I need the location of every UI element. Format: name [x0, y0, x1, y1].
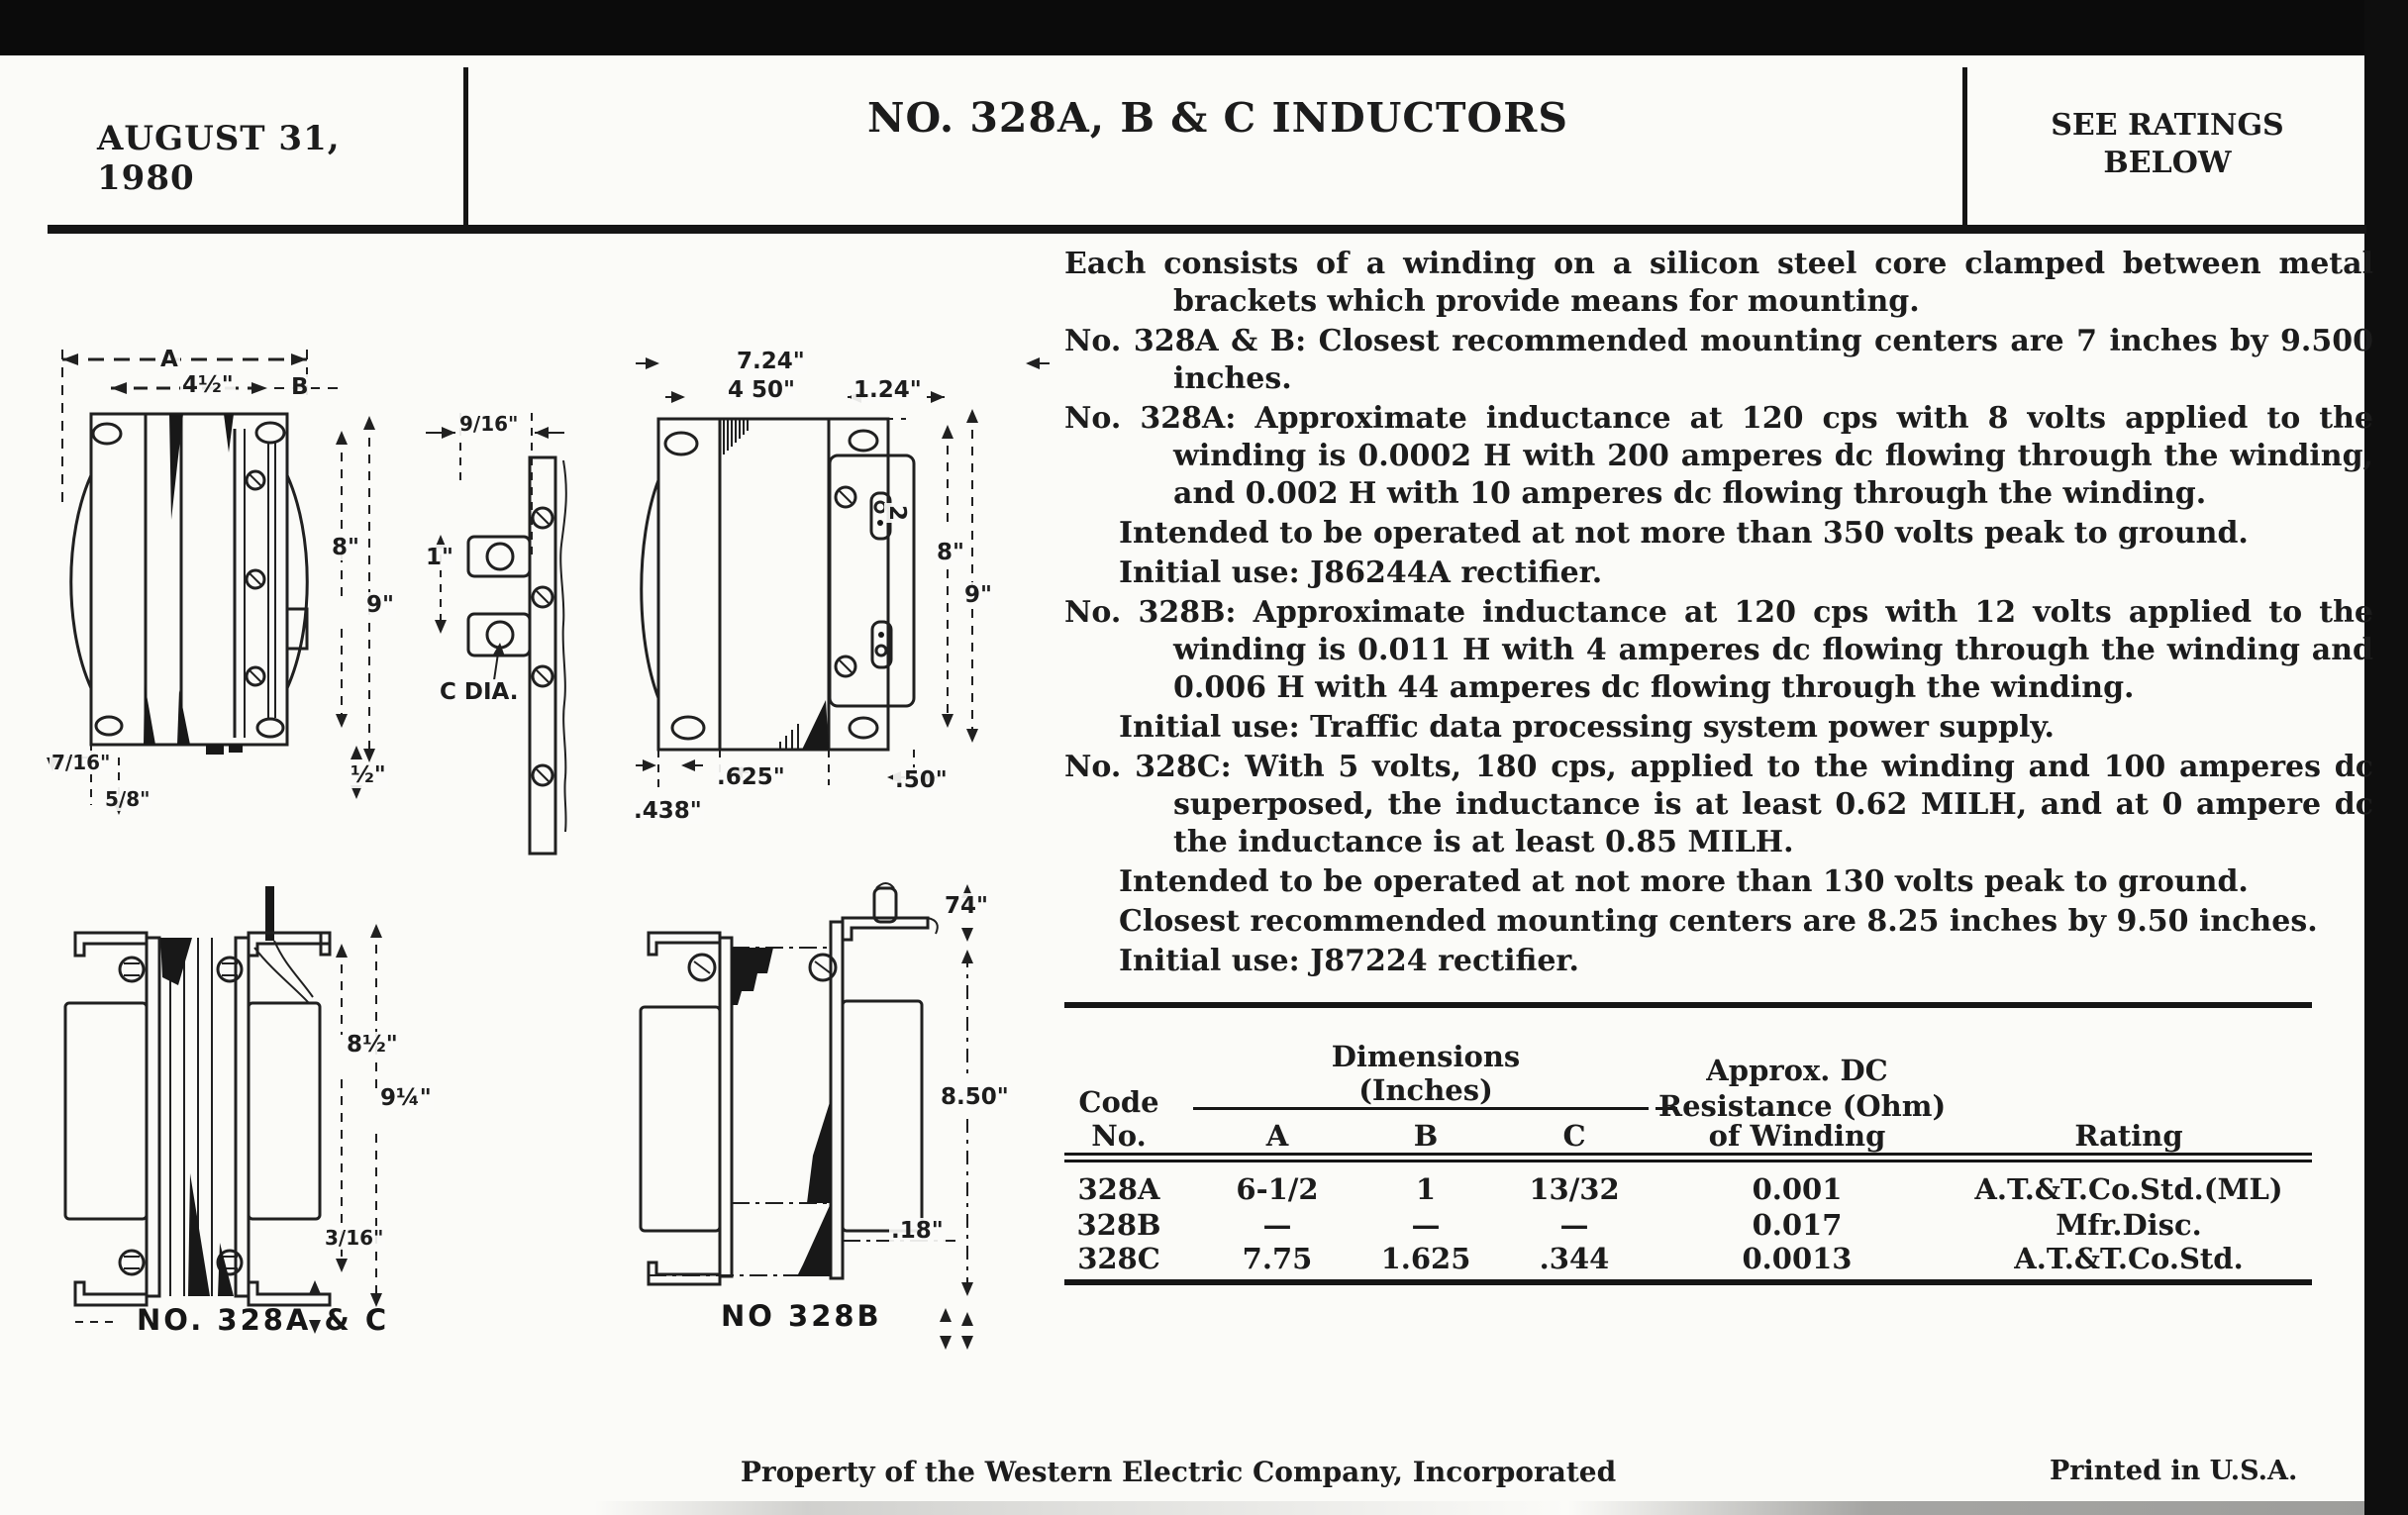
paragraph: No. 328B: Approximate inductance at 120 cps with 12 volts applied to the winding is 0.011 H with 4 amperes dc flowing through the winding and 0.006 H with 44 amperes dc flowing through the winding.	[1064, 595, 2373, 705]
dim-label-18: .18"	[891, 1218, 944, 1244]
table-rule-bottom	[1064, 1279, 2312, 1285]
cell-a: 7.75	[1242, 1242, 1313, 1275]
paragraph: Intended to be operated at not more than 130 volts peak to ground.	[1119, 864, 2249, 899]
scan-smudge-bottom	[594, 1501, 2364, 1515]
dim-label-50: .50"	[895, 767, 948, 793]
dim-label-8half: 8½"	[347, 1032, 398, 1058]
table-header-no: No.	[1091, 1119, 1147, 1153]
paragraph: No. 328C: With 5 volts, 180 cps, applied to the winding and 100 amperes dc superposed, the inductance is at least 0.62 MILH, and at 0 ampere dc the inductance is at least 0.85 MILH.	[1064, 750, 2373, 859]
dim-label-8in-right: 8"	[937, 540, 964, 565]
dimension-lines	[636, 357, 1050, 403]
cell-rating: Mfr.Disc.	[2056, 1208, 2202, 1242]
table-header-of-winding: of Winding	[1708, 1119, 1886, 1153]
footer-printed-note: Printed in U.S.A.	[2050, 1456, 2298, 1486]
dim-label-625: .625"	[717, 764, 785, 790]
header-rule	[48, 225, 2366, 234]
cell-resistance: 0.001	[1752, 1172, 1843, 1206]
terminal-strip	[426, 413, 566, 854]
cell-code: 328C	[1077, 1242, 1160, 1275]
paragraph: Initial use: J87224 rectifier.	[1119, 944, 1579, 978]
diagram-caption-328b: NO 328B	[721, 1299, 882, 1333]
cell-code: 328B	[1076, 1208, 1161, 1242]
dim-label-a: A	[160, 347, 178, 372]
dim-label-450: 4 50"	[728, 377, 796, 403]
drawing-328ac-top-view	[45, 342, 401, 906]
dim-label-124: 1.24"	[853, 377, 922, 403]
paragraph: Initial use: Traffic data processing system power supply.	[1119, 710, 2055, 745]
bracket-assembly	[65, 886, 330, 1305]
dim-label-9quarter: 9¼"	[380, 1085, 432, 1111]
dim-label-716: 7/16"	[51, 751, 111, 774]
description-column	[1064, 246, 2373, 982]
ratings-note-line2: BELOW	[2103, 146, 2232, 180]
ratings-note-line1: SEE RATINGS	[2051, 108, 2284, 143]
document-date: AUGUST 31, 1980	[97, 119, 341, 198]
table-header-c: C	[1562, 1119, 1586, 1153]
cell-b: 1.625	[1380, 1242, 1471, 1275]
dim-label-58: 5/8"	[105, 787, 150, 811]
page-title: NO. 328A, B & C INDUCTORS	[867, 94, 1568, 142]
side-dimension-guides	[636, 409, 978, 792]
table-rule-top	[1064, 1002, 2312, 1008]
cell-resistance: 0.017	[1752, 1208, 1843, 1242]
dim-label-724: 7.24"	[737, 349, 805, 374]
cell-c: —	[1559, 1208, 1589, 1242]
table-header-resistance: Resistance (Ohm)	[1658, 1089, 1947, 1123]
footer-property-note: Property of the Western Electric Company, Incorporated	[740, 1456, 1617, 1488]
cell-a: —	[1262, 1208, 1292, 1242]
header-divider-left	[463, 67, 468, 226]
table-header-inches: (Inches)	[1358, 1073, 1493, 1107]
ratings-note	[1980, 107, 2355, 182]
drawing-terminal-strip-detail	[421, 391, 589, 901]
table-double-rule-1	[1064, 1153, 2312, 1156]
dim-label-850: 8.50"	[941, 1084, 1009, 1110]
table-header-b: B	[1413, 1119, 1439, 1153]
dim-label-4half: 4½"	[182, 372, 234, 398]
diagram-caption-328ac: NO. 328A & C	[137, 1303, 390, 1337]
table-header-dimensions: Dimensions	[1331, 1040, 1521, 1073]
cell-c: 13/32	[1529, 1172, 1620, 1206]
cell-c: .344	[1539, 1242, 1610, 1275]
cell-b: —	[1411, 1208, 1441, 1242]
inductor-body	[642, 419, 914, 750]
ratings-table	[1064, 1002, 2312, 1299]
table-header-code: Code	[1078, 1085, 1159, 1119]
paragraph: Each consists of a winding on a silicon steel core clamped between metal brackets which provide means for mounting.	[1064, 247, 2373, 319]
dim-label-b: B	[291, 374, 309, 400]
header-divider-right	[1962, 67, 1967, 226]
dim-label-9in-left: 9"	[366, 592, 394, 618]
paragraph: No. 328A & B: Closest recommended mounting centers are 7 inches by 9.500 inches.	[1064, 324, 2373, 396]
dim-label-74: 74"	[945, 893, 988, 919]
table-header-rating: Rating	[2074, 1119, 2183, 1153]
table-double-rule-2	[1064, 1160, 2312, 1162]
table-dims-underline	[1193, 1107, 1649, 1110]
paragraph: Initial use: J86244A rectifier.	[1119, 556, 1603, 590]
drawing-328b-side-view	[629, 876, 1094, 1352]
cell-a: 6-1/2	[1236, 1172, 1319, 1206]
dim-label-1in: 1"	[426, 545, 453, 570]
scan-edge-top	[0, 0, 2408, 55]
side-dimension-guides	[940, 884, 973, 1350]
dim-label-half: ½"	[351, 762, 386, 788]
inductor-body	[71, 414, 308, 755]
cell-resistance: 0.0013	[1742, 1242, 1853, 1275]
table-header-a: A	[1265, 1119, 1289, 1153]
cell-code: 328A	[1077, 1172, 1160, 1206]
cell-rating: A.T.&T.Co.Std.(ML)	[1974, 1172, 2283, 1206]
dim-label-9in-right: 9"	[964, 582, 992, 608]
dim-label-438: .438"	[634, 798, 702, 824]
side-dimension-guides	[75, 924, 382, 1334]
dim-label-8in-left: 8"	[332, 535, 359, 560]
dim-label-terminal-2: 2	[884, 504, 911, 522]
dim-label-316: 3/16"	[325, 1226, 384, 1250]
drawing-328ac-side-view	[50, 886, 426, 1352]
dim-label-916: 9/16"	[459, 412, 519, 436]
paragraph: Intended to be operated at not more than 350 volts peak to ground.	[1119, 516, 2249, 551]
dim-label-c-dia: C DIA.	[440, 679, 519, 705]
table-header-approx-dc: Approx. DC	[1706, 1054, 1888, 1087]
cell-rating: A.T.&T.Co.Std.	[2014, 1242, 2244, 1275]
cell-b: 1	[1415, 1172, 1437, 1206]
paragraph: Closest recommended mounting centers are 8.25 inches by 9.50 inches.	[1119, 904, 2318, 939]
paragraph: No. 328A: Approximate inductance at 120 cps with 8 volts applied to the winding is 0.0002 H with 200 amperes dc flowing through the winding, and 0.002 H with 10 amperes dc flowing through the winding.	[1064, 401, 2373, 511]
